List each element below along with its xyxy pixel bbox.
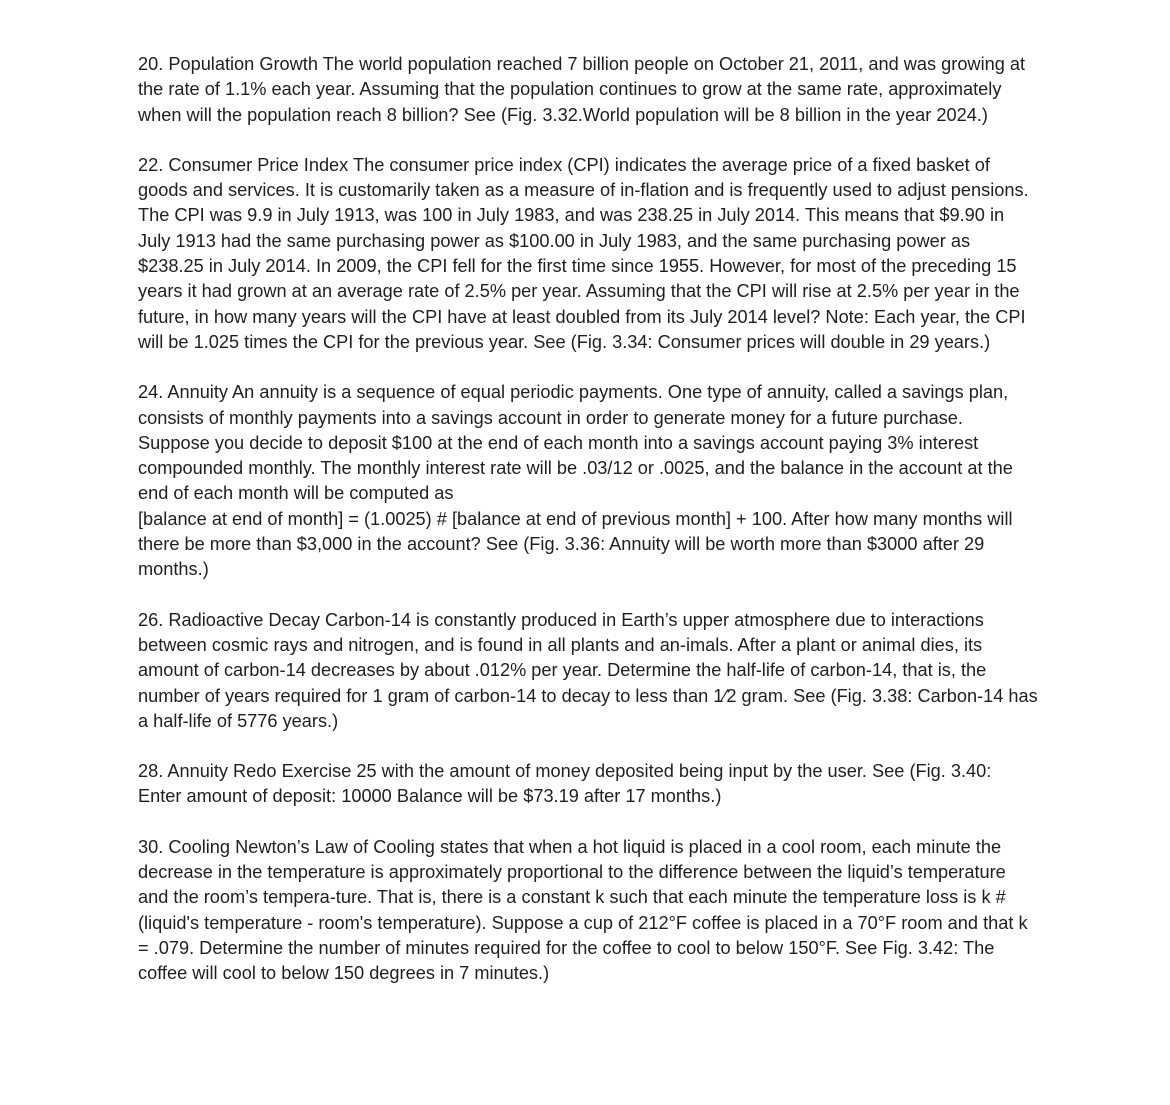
exercise-text: 28. Annuity Redo Exercise 25 with the amount of money deposited being input by the user. See (Fig. 3.40: Enter amount of deposit: 10000 Balance will be $73.19 after 17 months.) [138, 761, 992, 807]
exercise-20 [138, 52, 1038, 128]
exercise-26 [138, 608, 1038, 734]
exercise-28 [138, 759, 1038, 810]
exercise-30 [138, 835, 1038, 987]
exercise-text: 26. Radioactive Decay Carbon-14 is constantly produced in Earth’s upper atmosphere due to interactions between cosmic rays and nitrogen, and is found in all plants and an-imals. After a plant or animal dies, its amount of carbon-14 decreases by about .012% per year. Determine the half-life of carbon-14, that is, the number of years required for 1 gram of carbon-14 to decay to less than 1⁄2 gram. See (Fig. 3.38: Carbon-14 has a half-life of 5776 years.) [138, 609, 1038, 731]
exercise-text: 24. Annuity An annuity is a sequence of equal periodic payments. One type of annuity, called a savings plan, consists of monthly payments into a savings account in order to generate money for a future purchase. Suppose you decide to deposit $100 at the end of each month into a savings account paying 3% interest compounded monthly. The monthly interest rate will be .03/12 or .0025, and the balance in the account at the end of each month will be computed as [138, 382, 1013, 504]
exercise-text: 20. Population Growth The world population reached 7 billion people on October 21, 2011, and was growing at the rate of 1.1% each year. Assuming that the population continues to grow at the same rate, approximately when will the population reach 8 billion? See (Fig. 3.32.World population will be 8 billion in the year 2024.) [138, 54, 1026, 125]
exercise-24 [138, 380, 1038, 582]
exercise-formula-text: [balance at end of month] = (1.0025) # [balance at end of previous month] + 100. After how many months will there be more than $3,000 in the account? See (Fig. 3.36: Annuity will be worth more than $3000 after 29 months.) [138, 508, 1013, 580]
exercise-text: 22. Consumer Price Index The consumer price index (CPI) indicates the average price of a fixed basket of goods and services. It is customarily taken as a measure of in-flation and is frequently used to adjust pensions. The CPI was 9.9 in July 1913, was 100 in July 1983, and was 238.25 in July 2014. This means that $9.90 in July 1913 had the same purchasing power as $100.00 in July 1983, and the same purchasing power as $238.25 in July 2014. In 2009, the CPI fell for the first time since 1955. However, for most of the preceding 15 years it had grown at an average rate of 2.5% per year. Assuming that the CPI will rise at 2.5% per year in the future, in how many years will the CPI have at least doubled from its July 2014 level? Note: Each year, the CPI will be 1.025 times the CPI for the previous year. See (Fig. 3.34: Consumer prices will double in 29 years.) [138, 154, 1029, 352]
document-page [138, 52, 1038, 1012]
exercise-22 [138, 153, 1038, 355]
exercise-text: 30. Cooling Newton’s Law of Cooling states that when a hot liquid is placed in a cool room, each minute the decrease in the temperature is approximately proportional to the difference between the liquid’s temperature and the room’s tempera-ture. That is, there is a constant k such that each minute the temperature loss is k # (liquid's temperature - room's temperature). Suppose a cup of 212°F coffee is placed in a 70°F room and that k = .079. Determine the number of minutes required for the coffee to cool to below 150°F. See Fig. 3.42: The coffee will cool to below 150 degrees in 7 minutes.) [138, 836, 1028, 984]
